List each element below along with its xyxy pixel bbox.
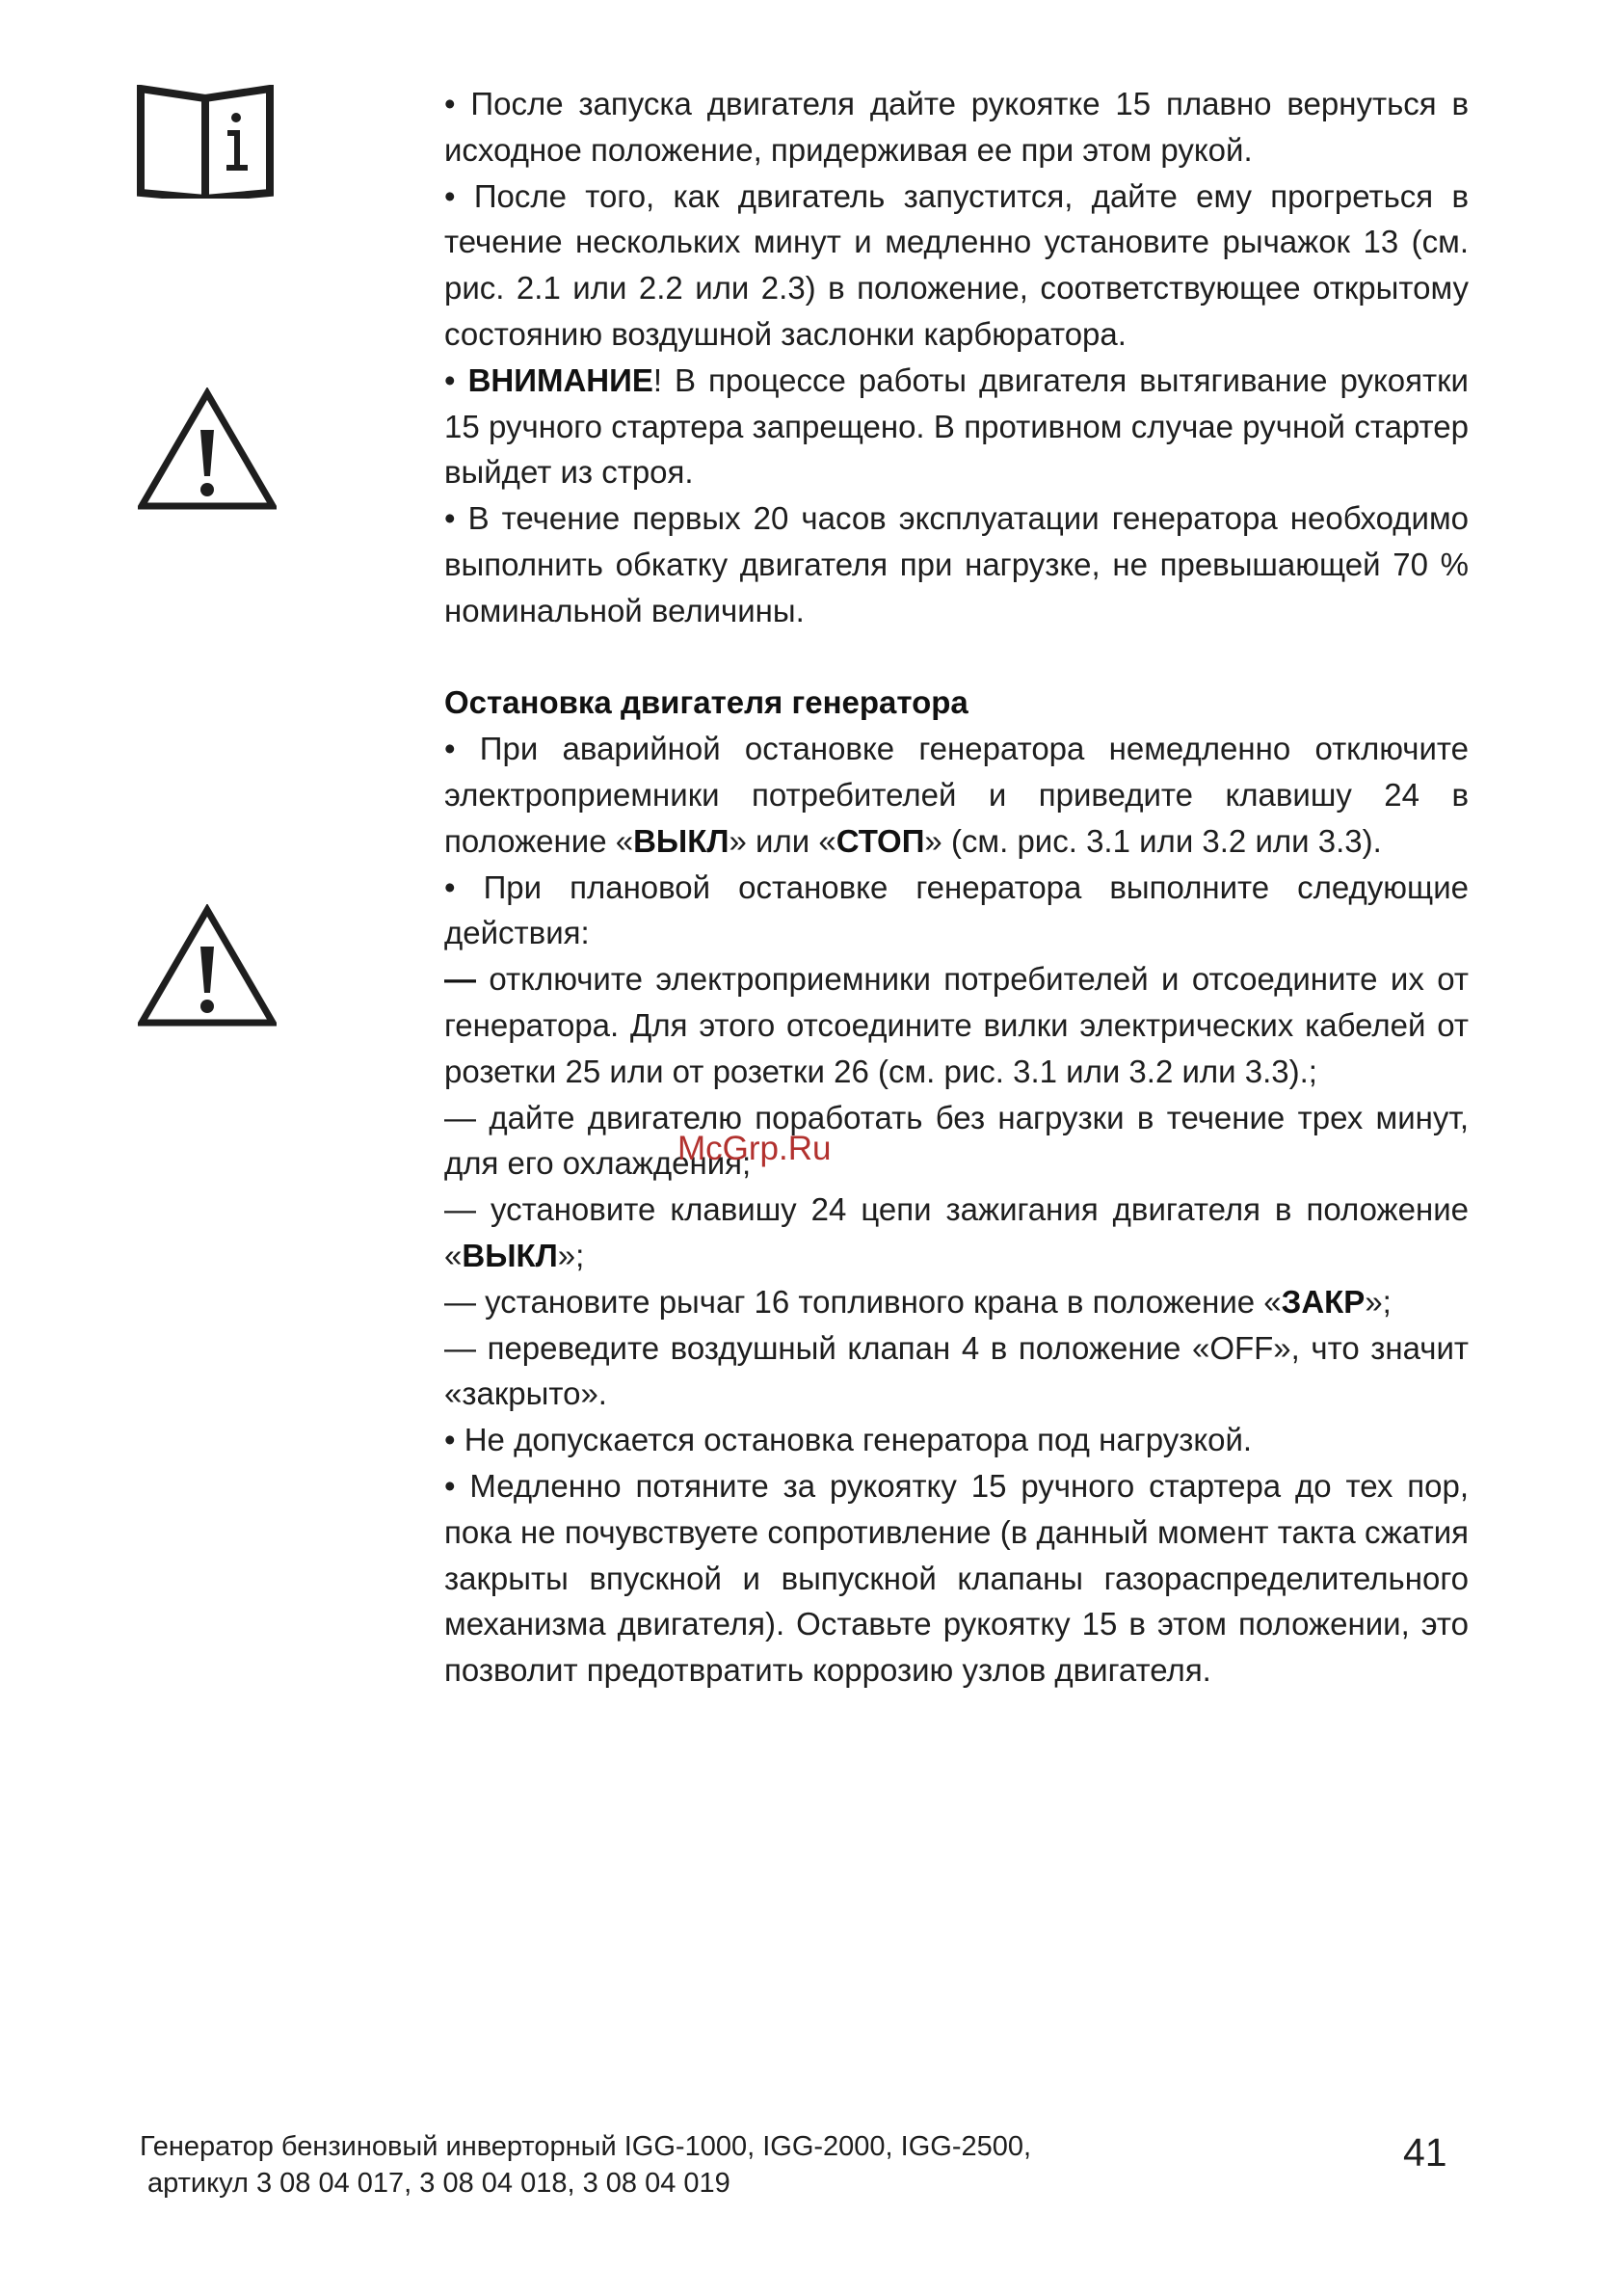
dash: — [444, 961, 476, 998]
text-run: » или « [729, 822, 836, 859]
label-off: ВЫКЛ [462, 1237, 558, 1273]
text-run: »; [557, 1237, 585, 1273]
paragraph-fuel-valve [444, 1279, 1469, 1325]
paragraph-ignition-off [444, 1187, 1469, 1279]
footer-product: Генератор бензиновый инверторный IGG-1000, IGG-2000, IGG-2500, [140, 2131, 1032, 2162]
paragraph-return-handle: • После запуска двигателя дайте рукоятке 15 плавно вернуться в исходное положение, придерживая ее при этом рукой. [444, 86, 1469, 168]
paragraph-starter-handle: • Медленно потяните за рукоятку 15 ручного стартера до тех пор, пока не почувствуете сопротивление (в данный момент такта сжатия закрыты впускной и выпускной клапаны газораспределительного механизма двигателя). Оставьте рукоятку 15 в этом положении, это позволит предотвратить коррозию узлов двигателя. [444, 1467, 1469, 1689]
label-stop: СТОП [836, 822, 925, 859]
label-closed: ЗАКР [1281, 1283, 1366, 1320]
text-run: • При аварийной остановке генератора немедленно отключите электроприемники потребителей и приведите клавишу 24 в положение « [444, 731, 1469, 859]
book-info-icon [137, 85, 274, 199]
attention-text: ! В процессе работы двигателя вытягивание рукоятки 15 ручного стартера запрещено. В противном случае ручной стартер выйдет из строя. [444, 361, 1469, 491]
watermark: McGrp.Ru [677, 1130, 832, 1167]
text-run: — установите клавишу 24 цепи зажигания двигателя в положение « [444, 1191, 1469, 1273]
warning-triangle-icon [138, 904, 277, 1028]
text-run: »; [1365, 1283, 1392, 1320]
text-run: » (см. рис. 3.1 или 3.2 или 3.3). [924, 822, 1382, 859]
paragraph-disconnect [444, 956, 1469, 1094]
attention-label: ВНИМАНИЕ [467, 361, 653, 398]
spacer [444, 634, 1469, 681]
footer-article: артикул 3 08 04 017, 3 08 04 018, 3 08 04 019 [147, 2168, 730, 2199]
warning-triangle-icon [138, 387, 277, 511]
paragraph-warm-up: • После того, как двигатель запустится, дайте ему прогреться в течение нескольких минут и медленно установите рычажок 13 (см. рис. 2.1 или 2.2 или 2.3) в положение, соответствующее открытому состоянию воздушной заслонки карбюратора. [444, 177, 1469, 352]
text-run: отключите электроприемники потребителей и отсоедините их от генератора. Для этого отсоедините вилки электрических кабелей от розетки 25 или от розетки 26 (см. рис. 3.1 или 3.2 или 3.3).; [444, 961, 1469, 1089]
paragraph-planned-stop: • При плановой остановке генератора выполните следующие действия: [444, 868, 1469, 951]
paragraph-no-load-stop: • Не допускается остановка генератора под нагрузкой. [444, 1422, 1253, 1458]
footer [140, 2128, 1200, 2202]
main-text [444, 81, 1469, 1694]
section-heading: Остановка двигателя генератора [444, 684, 968, 721]
paragraph-choke: — переведите воздушный клапан 4 в положение «OFF», что значит «закрыто». [444, 1329, 1469, 1412]
paragraph-break-in: • В течение первых 20 часов эксплуатации генератора необходимо выполнить обкатку двигателя при нагрузке, не превышающей 70 % номинальной величины. [444, 500, 1469, 628]
text-run: — установите рычаг 16 топливного крана в положение « [444, 1283, 1282, 1320]
paragraph-emergency-stop [444, 726, 1469, 864]
paragraph-cool-down: — дайте двигателю поработать без нагрузки в течение трех минут, для его охлаждения; [444, 1099, 1469, 1182]
label-off: ВЫКЛ [633, 822, 729, 859]
paragraph-attention [444, 358, 1469, 495]
page-number: 41 [1403, 2130, 1447, 2175]
bullet: • [444, 361, 468, 398]
